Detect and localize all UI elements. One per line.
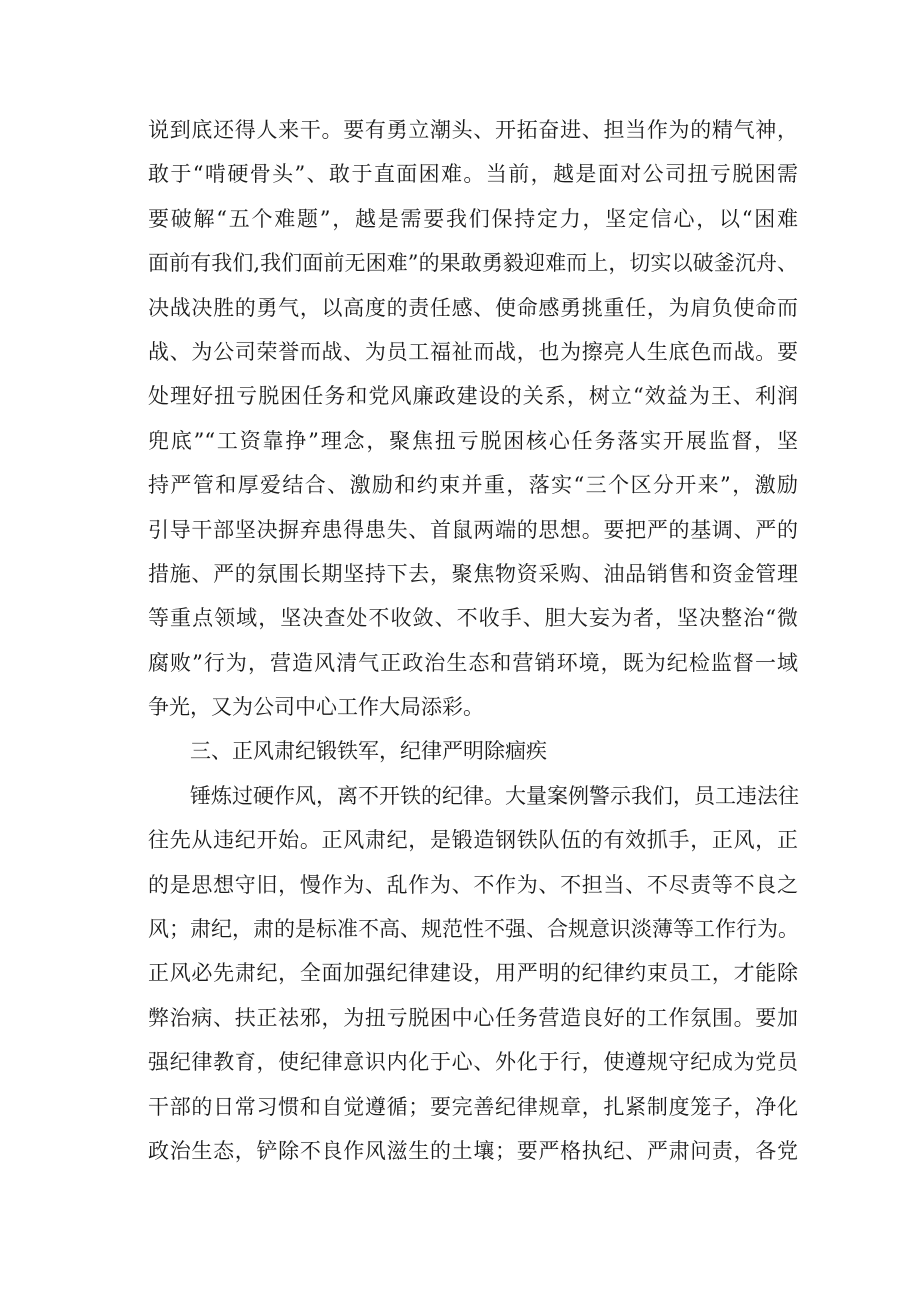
text-line: 干部的日常习惯和自觉遵循；要完善纪律规章，扎紧制度笼子，净化 <box>148 1094 798 1119</box>
text-line: 说到底还得人来干。要有勇立潮头、开拓奋进、担当作为的精气神， <box>148 118 798 142</box>
text-line: 弊治病、扶正祛邪，为扭亏脱困中心任务营造良好的工作氛围。要加 <box>148 1005 798 1030</box>
text-line: 风；肃纪，肃的是标准不高、规范性不强、合规意识淡薄等工作行为。 <box>148 917 799 942</box>
text-line: 引导干部坚决摒弃患得患失、首鼠两端的思想。要把严的基调、严的 <box>148 517 798 542</box>
document-body <box>148 108 798 1173</box>
text-line: 敢于“啃硬骨头”、敢于直面困难。当前，越是面对公司扭亏脱困需 <box>148 162 798 187</box>
text-line: 腐败”行为，营造风清气正政治生态和营销环境，既为纪检监督一域 <box>148 650 798 675</box>
text-line: 锤炼过硬作风，离不开铁的纪律。大量案例警示我们，员工违法往 <box>190 783 799 808</box>
text-line: 面前有我们,我们面前无困难”的果敢勇毅迎难而上，切实以破釜沉舟、 <box>148 251 798 276</box>
section-heading: 三、正风肃纪锻铁军，纪律严明除痼疾 <box>190 739 547 764</box>
text-line: 措施、严的氛围长期坚持下去，聚焦物资采购、油品销售和资金管理 <box>148 561 798 586</box>
text-line: 兜底”“工资靠挣”理念，聚焦扭亏脱困核心任务落实开展监督，坚 <box>148 428 798 453</box>
text-line: 的是思想守旧，慢作为、乱作为、不作为、不担当、不尽责等不良之 <box>148 872 798 897</box>
text-line: 要破解“五个难题”，越是需要我们保持定力，坚定信心，以“困难 <box>148 206 798 231</box>
text-line: 争光，又为公司中心工作大局添彩。 <box>148 695 484 720</box>
text-line: 等重点领域，坚决查处不收敛、不收手、胆大妄为者，坚决整治“微 <box>148 606 798 631</box>
text-line: 正风必先肃纪，全面加强纪律建设，用严明的纪律约束员工，才能除 <box>148 961 798 986</box>
text-line: 战、为公司荣誉而战、为员工福祉而战，也为擦亮人生底色而战。要 <box>148 339 798 364</box>
text-line: 持严管和厚爱结合、激励和约束并重，落实“三个区分开来”，激励 <box>148 473 798 498</box>
text-line: 处理好扭亏脱困任务和党风廉政建设的关系，树立“效益为王、利润 <box>148 384 798 409</box>
text-line: 强纪律教育，使纪律意识内化于心、外化于行，使遵规守纪成为党员 <box>148 1050 798 1075</box>
text-line: 往先从违纪开始。正风肃纪，是锻造钢铁队伍的有效抓手，正风，正 <box>148 828 798 853</box>
text-line: 决战决胜的勇气，以高度的责任感、使命感勇挑重任，为肩负使命而 <box>148 295 798 320</box>
text-line: 政治生态，铲除不良作风滋生的土壤；要严格执纪、严肃问责，各党 <box>148 1138 798 1163</box>
